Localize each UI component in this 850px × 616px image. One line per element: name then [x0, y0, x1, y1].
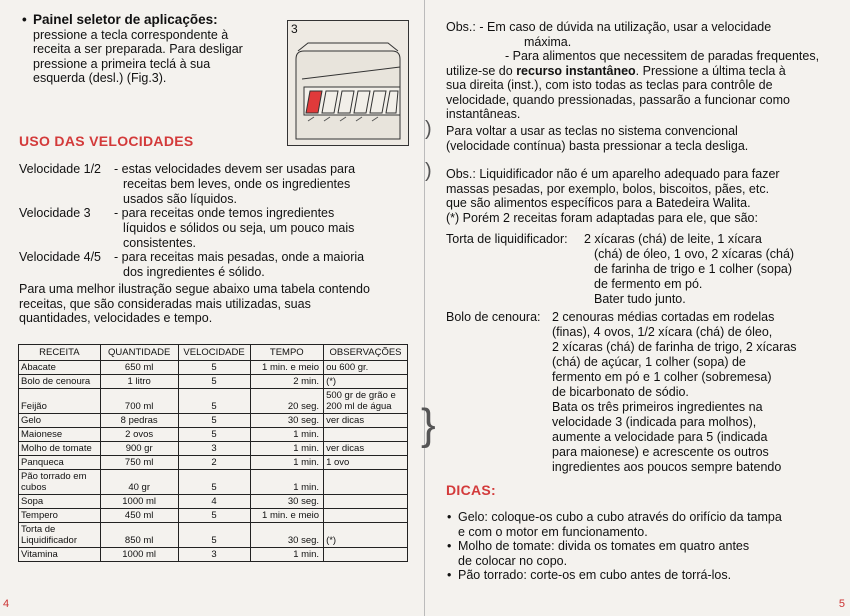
- tips-title: DICAS:: [446, 482, 497, 498]
- intro-line: receitas, que são consideradas mais utilizadas, suas: [19, 296, 311, 311]
- tip-ice: • Gelo: coloque-os cubo a cubo através do orifício da tampa: [458, 510, 848, 525]
- panel-line-0: pressione a tecla correspondente à: [33, 27, 229, 42]
- obs-2: [446, 167, 846, 225]
- cell-time: 1 min.: [250, 548, 324, 562]
- speed-line: receitas bem leves, onde os ingredientes: [123, 177, 351, 191]
- cell-quantity: 900 gr: [100, 442, 178, 456]
- speed-3: [19, 206, 419, 252]
- cell-time: 1 min.: [250, 456, 324, 470]
- table-row: [19, 470, 408, 495]
- speed-line: - para receitas onde temos ingredientes: [114, 206, 335, 220]
- recipe-line: de bicarbonato de sódio.: [552, 385, 689, 399]
- speed-line: usados são líquidos.: [123, 192, 237, 206]
- cell-notes: (*): [324, 375, 408, 389]
- table-row: [19, 456, 408, 470]
- cell-quantity: 40 gr: [100, 470, 178, 495]
- recipe-line: 2 cenouras médias cortadas em rodelas: [552, 310, 775, 324]
- cell-recipe: Molho de tomate: [19, 442, 101, 456]
- cell-speed: 5: [178, 389, 250, 414]
- cell-quantity: 650 ml: [100, 361, 178, 375]
- cell-notes: ou 600 gr.: [324, 361, 408, 375]
- recipe-table: [18, 344, 408, 562]
- table-intro: [19, 282, 419, 326]
- page-number: 5: [838, 598, 845, 610]
- recipe-line: Bater tudo junto.: [594, 292, 686, 306]
- cell-recipe: Gelo: [19, 414, 101, 428]
- cell-speed: 5: [178, 428, 250, 442]
- cell-speed: 5: [178, 375, 250, 389]
- speed-label: Velocidade 3: [19, 206, 91, 220]
- recipe-line: para maionese) e acrescente os outros: [552, 445, 769, 459]
- recipe-line: (finas), 4 ovos, 1/2 xícara (chá) de óleo,: [552, 325, 773, 339]
- cell-recipe: Maionese: [19, 428, 101, 442]
- cell-quantity: 1000 ml: [100, 548, 178, 562]
- obs1-line: máxima.: [524, 34, 572, 49]
- speed-line: - para receitas mais pesadas, onde a maioria: [114, 250, 365, 264]
- page-number: 4: [3, 598, 10, 610]
- speed-line: dos ingredientes é sólido.: [123, 265, 265, 279]
- obs1-line: Obs.: - Em caso de dúvida na utilização, usar a velocidade: [446, 20, 772, 34]
- cell-quantity: 1 litro: [100, 375, 178, 389]
- panel-line-2: pressione a primeira teclá à sua: [33, 56, 211, 71]
- intro-line: quantidades, velocidades e tempo.: [19, 311, 213, 325]
- obs1-line-instant: [446, 64, 846, 79]
- recipe-line: fermento em pó e 1 colher (sobremesa): [552, 370, 772, 384]
- cell-recipe: Sopa: [19, 495, 101, 509]
- speed-4-5: [19, 250, 419, 282]
- recipe-line: (chá) de açúcar, 1 colher (sopa) de: [552, 355, 746, 369]
- cell-time: 1 min.: [250, 442, 324, 456]
- header-time: TEMPO: [250, 345, 324, 361]
- recipe-bolo: [446, 310, 846, 480]
- table-row: [19, 361, 408, 375]
- cell-speed: 2: [178, 456, 250, 470]
- cell-notes: [324, 495, 408, 509]
- recipe-line: 2 xícaras (chá) de farinha de trigo, 2 xícaras: [552, 340, 797, 354]
- section-title: USO DAS VELOCIDADES: [19, 133, 194, 149]
- obs1-line: - Para alimentos que necessitem de paradas frequentes,: [505, 49, 820, 63]
- cell-recipe: Panqueca: [19, 456, 101, 470]
- cell-speed: 5: [178, 523, 250, 548]
- cell-notes: (*): [324, 523, 408, 548]
- recipe-line: de farinha de trigo e 1 colher (sopa): [594, 262, 793, 276]
- cell-recipe: Vitamina: [19, 548, 101, 562]
- table-header-row: [19, 345, 408, 361]
- table-row: [19, 442, 408, 456]
- tips-list: [458, 510, 848, 583]
- recipe-line: ingredientes aos poucos sempre batendo: [552, 460, 782, 474]
- cell-notes: [324, 509, 408, 523]
- obs2-line: (*) Porém 2 receitas foram adaptadas para ele, que são:: [446, 210, 758, 225]
- return-line: Para voltar a usar as teclas no sistema convencional: [446, 124, 738, 138]
- recipe-label: Torta de liquidificador:: [446, 232, 568, 246]
- obs2-line: massas pesadas, por exemplo, bolos, biscoitos, pães, etc.: [446, 181, 770, 196]
- table-row: [19, 509, 408, 523]
- cell-time: 30 seg.: [250, 495, 324, 509]
- recipe-line: velocidade 3 (indicada para molhos),: [552, 415, 757, 429]
- cell-recipe: Abacate: [19, 361, 101, 375]
- speed-line: líquidos e sólidos ou seja, um pouco mais: [123, 221, 355, 235]
- table-row: [19, 495, 408, 509]
- cell-time: 20 seg.: [250, 389, 324, 414]
- panel-selector-section: [33, 13, 283, 86]
- panel-title: • Painel seletor de aplicações:: [33, 13, 283, 28]
- cell-notes: [324, 548, 408, 562]
- cell-time: 30 seg.: [250, 414, 324, 428]
- cell-quantity: 750 ml: [100, 456, 178, 470]
- cell-speed: 3: [178, 442, 250, 456]
- cell-notes: [324, 428, 408, 442]
- instant-feature-term: recurso instantâneo: [516, 63, 636, 78]
- recipe-torta: [446, 232, 846, 312]
- recipe-line: Bata os três primeiros ingredientes na: [552, 400, 763, 414]
- header-notes: OBSERVAÇÕES: [324, 345, 408, 361]
- cell-time: 1 min. e meio: [250, 361, 324, 375]
- table-row: [19, 523, 408, 548]
- cell-quantity: 2 ovos: [100, 428, 178, 442]
- speed-line: consistentes.: [123, 236, 196, 250]
- return-line: (velocidade contínua) basta pressionar a tecla desliga.: [446, 138, 749, 153]
- cell-notes: 500 gr de grão e 200 ml de água: [324, 389, 408, 414]
- panel-line-3: esquerda (desl.) (Fig.3).: [33, 71, 167, 85]
- figure-3-control-panel: [287, 20, 409, 146]
- cell-recipe: Tempero: [19, 509, 101, 523]
- obs2-line: que são alimentos específicos para a Batedeira Walita.: [446, 196, 751, 210]
- panel-line-1: receita a ser preparada. Para desligar: [33, 42, 243, 56]
- cell-speed: 3: [178, 548, 250, 562]
- cell-speed: 5: [178, 470, 250, 495]
- obs1-line: velocidade, quando pressionadas, passarão a funcionar como: [446, 92, 790, 107]
- margin-mark: }: [421, 400, 436, 449]
- recipe-line: 2 xícaras (chá) de leite, 1 xícara: [584, 232, 762, 246]
- table-body: [19, 361, 408, 562]
- text: utilize-se do: [446, 63, 517, 78]
- right-page: [421, 0, 850, 616]
- cell-recipe: Torta de Liquidificador: [19, 523, 101, 548]
- cell-time: 1 min.: [250, 428, 324, 442]
- cell-quantity: 700 ml: [100, 389, 178, 414]
- cell-recipe: Bolo de cenoura: [19, 375, 101, 389]
- tip-tomato-cont: de colocar no copo.: [458, 553, 568, 568]
- recipe-line: de fermento em pó.: [594, 277, 703, 291]
- margin-mark: ): [425, 160, 432, 182]
- speed-1-2: [19, 162, 419, 208]
- cell-recipe: Feijão: [19, 389, 101, 414]
- cell-quantity: 1000 ml: [100, 495, 178, 509]
- cell-quantity: 450 ml: [100, 509, 178, 523]
- table-row: [19, 548, 408, 562]
- cell-time: 30 seg.: [250, 523, 324, 548]
- intro-line: Para uma melhor ilustração segue abaixo uma tabela contendo: [19, 282, 370, 296]
- cell-speed: 5: [178, 509, 250, 523]
- recipe-label: Bolo de cenoura:: [446, 310, 541, 324]
- table-row: [19, 375, 408, 389]
- cell-notes: ver dicas: [324, 442, 408, 456]
- cell-recipe: Pão torrado em cubos: [19, 470, 101, 495]
- obs1-line: sua direita (inst.), com isto todas as teclas para contrôle de: [446, 78, 773, 92]
- return-note: [446, 124, 846, 153]
- blender-panel-illustration: [288, 21, 408, 145]
- text: . Pressione a última tecla à: [635, 63, 786, 78]
- cell-speed: 5: [178, 414, 250, 428]
- tip-tomato: • Molho de tomate: divida os tomates em quatro antes: [458, 539, 848, 554]
- speed-label: Velocidade 4/5: [19, 250, 102, 264]
- recipe-line: (chá) de óleo, 1 ovo, 2 xícaras (chá): [594, 247, 795, 261]
- cell-time: 1 min. e meio: [250, 509, 324, 523]
- header-quantity: QUANTIDADE: [100, 345, 178, 361]
- obs-1: [446, 20, 846, 122]
- speed-line: - estas velocidades devem ser usadas para: [114, 162, 356, 176]
- cell-notes: 1 ovo: [324, 456, 408, 470]
- table-row: [19, 414, 408, 428]
- obs1-line: instantâneas.: [446, 107, 521, 121]
- cell-time: 1 min.: [250, 470, 324, 495]
- cell-time: 2 min.: [250, 375, 324, 389]
- obs2-line: Obs.: Liquidificador não é um aparelho adequado para fazer: [446, 167, 780, 181]
- tip-bread: • Pão torrado: corte-os em cubo antes de torrá-los.: [458, 568, 848, 583]
- figure-number: 3: [291, 22, 298, 36]
- table-row: [19, 389, 408, 414]
- cell-speed: 5: [178, 361, 250, 375]
- cell-quantity: 850 ml: [100, 523, 178, 548]
- cell-notes: ver dicas: [324, 414, 408, 428]
- cell-notes: [324, 470, 408, 495]
- cell-speed: 4: [178, 495, 250, 509]
- cell-quantity: 8 pedras: [100, 414, 178, 428]
- tip-ice-cont: e com o motor em funcionamento.: [458, 524, 648, 539]
- recipe-line: aumente a velocidade para 5 (indicada: [552, 430, 768, 444]
- header-recipe: RECEITA: [19, 345, 101, 361]
- table-row: [19, 428, 408, 442]
- header-speed: VELOCIDADE: [178, 345, 250, 361]
- margin-mark: ): [425, 118, 432, 140]
- speed-label: Velocidade 1/2: [19, 162, 102, 176]
